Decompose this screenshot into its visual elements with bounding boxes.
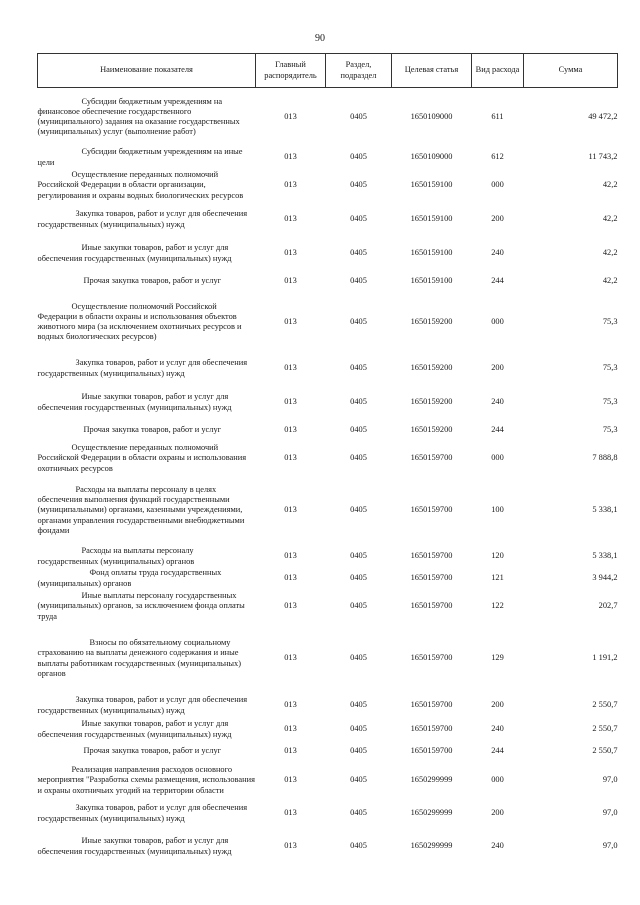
cell-vr: 244: [491, 276, 504, 286]
cell-razdel: 0405: [350, 724, 367, 734]
cell-name: Иные выплаты персоналу государственных (муниципальных) органов, за исключением фонда оплаты труда: [37, 591, 245, 621]
cell-name: Иные закупки товаров, работ и услуг для обеспечения государственных (муниципальных) нужд: [37, 243, 232, 263]
cell-razdel: 0405: [350, 397, 367, 407]
table-row: [38, 237, 618, 271]
table-row: [38, 590, 618, 624]
cell-glav: 013: [284, 573, 297, 583]
cell-sum: 42,2: [602, 276, 618, 286]
header-razdel: Раздел, подраздел: [326, 54, 392, 88]
cell-sum: 7 888,8: [592, 453, 618, 463]
cell-vr: 200: [491, 214, 504, 224]
cell-cs: 1650159100: [410, 248, 453, 258]
cell-glav: 013: [284, 746, 297, 756]
cell-vr: 240: [491, 248, 504, 258]
cell-vr: 122: [491, 601, 504, 611]
cell-cs: 1650109000: [410, 152, 453, 162]
table-row: [38, 742, 618, 762]
cell-razdel: 0405: [350, 180, 367, 190]
table-row: [38, 546, 618, 568]
table-row: [38, 147, 618, 169]
cell-sum: 75,3: [602, 316, 618, 326]
cell-sum: 2 550,7: [592, 700, 618, 710]
cell-glav: 013: [284, 276, 297, 286]
cell-glav: 013: [284, 808, 297, 818]
cell-name: Иные закупки товаров, работ и услуг для обеспечения государственных (муниципальных) нужд: [37, 392, 232, 412]
cell-glav: 013: [284, 700, 297, 710]
cell-vr: 612: [491, 152, 504, 162]
cell-razdel: 0405: [350, 700, 367, 710]
table-row: [38, 694, 618, 718]
cell-name: Осуществление полномочий Российской Федерации в области охраны и использования объектов животного мира (за исключением охотничьих ресурсов и водных биологических ресурсов): [37, 301, 242, 342]
table-row: [38, 386, 618, 420]
cell-cs: 1650159700: [410, 746, 453, 756]
cell-razdel: 0405: [350, 363, 367, 373]
cell-name: Взносы по обязательному социальному страхованию на выплаты денежного содержания и иные выплаты работникам государственных (муниципальных) органов: [37, 638, 242, 678]
table-row: [38, 442, 618, 476]
cell-vr: 200: [491, 808, 504, 818]
cell-sum: 97,0: [602, 775, 618, 785]
cell-sum: 42,2: [602, 180, 618, 190]
header-vr: Вид расхода: [472, 54, 524, 88]
table-row: [38, 800, 618, 828]
cell-razdel: 0405: [350, 808, 367, 818]
cell-razdel: 0405: [350, 276, 367, 286]
table-row: [38, 568, 618, 590]
cell-vr: 240: [491, 397, 504, 407]
cell-vr: 200: [491, 363, 504, 373]
cell-name: Иные закупки товаров, работ и услуг для обеспечения государственных (муниципальных) нужд: [37, 719, 232, 739]
cell-razdel: 0405: [350, 505, 367, 515]
cell-vr: 000: [491, 453, 504, 463]
cell-vr: 200: [491, 700, 504, 710]
cell-cs: 1650159700: [410, 453, 453, 463]
cell-glav: 013: [284, 152, 297, 162]
cell-cs: 1650159200: [410, 425, 453, 435]
cell-vr: 240: [491, 724, 504, 734]
cell-cs: 1650159200: [410, 397, 453, 407]
cell-cs: 1650159100: [410, 180, 453, 190]
header-cs: Целевая статья: [392, 54, 472, 88]
cell-cs: 1650159700: [410, 573, 453, 583]
cell-razdel: 0405: [350, 573, 367, 583]
cell-name: Фонд оплаты труда государственных (муниципальных) органов: [37, 568, 222, 588]
header-glav: Главный распорядитель: [256, 54, 326, 88]
cell-name: Осуществление переданных полномочий Российской Федерации в области охраны и использования охотничьих ресурсов: [37, 443, 247, 473]
table-row: [38, 476, 618, 546]
cell-cs: 1650299999: [410, 775, 453, 785]
cell-cs: 1650159700: [410, 601, 453, 611]
cell-sum: 97,0: [602, 841, 618, 851]
cell-cs: 1650109000: [410, 112, 453, 122]
cell-razdel: 0405: [350, 248, 367, 258]
cell-cs: 1650159100: [410, 214, 453, 224]
header-name: Наименование показателя: [38, 54, 256, 88]
cell-razdel: 0405: [350, 841, 367, 851]
table-row: [38, 293, 618, 352]
cell-glav: 013: [284, 841, 297, 851]
cell-glav: 013: [284, 505, 297, 515]
cell-sum: 75,3: [602, 363, 618, 373]
cell-glav: 013: [284, 653, 297, 663]
cell-cs: 1650159700: [410, 505, 453, 515]
cell-sum: 5 338,1: [592, 551, 618, 561]
cell-sum: 97,0: [602, 808, 618, 818]
cell-cs: 1650159700: [410, 653, 453, 663]
cell-razdel: 0405: [350, 653, 367, 663]
cell-sum: 5 338,1: [592, 505, 618, 515]
table-row: [38, 828, 618, 866]
cell-vr: 244: [491, 746, 504, 756]
cell-name: Субсидии бюджетным учреждениям на финансовое обеспечение государственного (муниципального) задания на оказание государственных (муниципальных) услуг (выполнение работ): [37, 97, 240, 137]
cell-razdel: 0405: [350, 214, 367, 224]
cell-razdel: 0405: [350, 112, 367, 122]
cell-razdel: 0405: [350, 453, 367, 463]
table-header-row: [38, 54, 618, 88]
cell-sum: 42,2: [602, 248, 618, 258]
cell-razdel: 0405: [350, 425, 367, 435]
cell-glav: 013: [284, 724, 297, 734]
cell-razdel: 0405: [350, 316, 367, 326]
cell-name: Прочая закупка товаров, работ и услуг: [83, 746, 222, 756]
cell-name: Прочая закупка товаров, работ и услуг: [83, 276, 222, 286]
cell-name: Закупка товаров, работ и услуг для обеспечения государственных (муниципальных) нужд: [37, 803, 248, 823]
cell-name: Иные закупки товаров, работ и услуг для обеспечения государственных (муниципальных) нужд: [37, 836, 232, 856]
cell-razdel: 0405: [350, 775, 367, 785]
cell-cs: 1650159200: [410, 363, 453, 373]
cell-razdel: 0405: [350, 152, 367, 162]
cell-vr: 120: [491, 551, 504, 561]
cell-vr: 121: [491, 573, 504, 583]
cell-razdel: 0405: [350, 746, 367, 756]
cell-glav: 013: [284, 112, 297, 122]
cell-glav: 013: [284, 316, 297, 326]
table-row: [38, 420, 618, 442]
table-row: [38, 718, 618, 742]
cell-glav: 013: [284, 214, 297, 224]
cell-cs: 1650159100: [410, 276, 453, 286]
cell-name: Расходы на выплаты персоналу государственных (муниципальных) органов: [37, 546, 195, 566]
cell-cs: 1650159700: [410, 724, 453, 734]
cell-name: Расходы на выплаты персоналу в целях обеспечения выполнения функций государственными (муниципальными) органами, казенными учреждениями, органами управления государственными внебюджетными фондами: [37, 485, 245, 535]
table-row: [38, 88, 618, 147]
table-row: [38, 352, 618, 386]
cell-cs: 1650159700: [410, 551, 453, 561]
cell-glav: 013: [284, 180, 297, 190]
cell-sum: 3 944,2: [592, 573, 618, 583]
cell-razdel: 0405: [350, 551, 367, 561]
cell-sum: 1 191,2: [592, 653, 618, 663]
table-row: [38, 762, 618, 800]
table-row: [38, 169, 618, 203]
cell-sum: 75,3: [602, 397, 618, 407]
cell-cs: 1650159700: [410, 700, 453, 710]
header-sum: Сумма: [524, 54, 618, 88]
cell-sum: 202,7: [598, 601, 618, 611]
cell-glav: 013: [284, 425, 297, 435]
cell-name: Субсидии бюджетным учреждениям на иные цели: [37, 147, 243, 167]
cell-glav: 013: [284, 551, 297, 561]
cell-glav: 013: [284, 397, 297, 407]
cell-name: Закупка товаров, работ и услуг для обеспечения государственных (муниципальных) нужд: [37, 209, 248, 229]
cell-vr: 244: [491, 425, 504, 435]
cell-sum: 49 472,2: [588, 112, 618, 122]
cell-name: Закупка товаров, работ и услуг для обеспечения государственных (муниципальных) нужд: [37, 695, 248, 715]
cell-cs: 1650159200: [410, 316, 453, 326]
cell-vr: 000: [491, 775, 504, 785]
cell-name: Осуществление переданных полномочий Российской Федерации в области организации, регулирования и охраны водных биологических ресурсов: [37, 170, 244, 200]
cell-glav: 013: [284, 775, 297, 785]
cell-vr: 000: [491, 316, 504, 326]
cell-vr: 100: [491, 505, 504, 515]
table-row: [38, 271, 618, 293]
cell-sum: 75,3: [602, 425, 618, 435]
cell-name: Прочая закупка товаров, работ и услуг: [83, 425, 222, 435]
cell-vr: 240: [491, 841, 504, 851]
cell-glav: 013: [284, 248, 297, 258]
table-row: [38, 624, 618, 694]
cell-sum: 2 550,7: [592, 746, 618, 756]
cell-cs: 1650299999: [410, 808, 453, 818]
page-number: 90: [315, 33, 325, 44]
cell-glav: 013: [284, 453, 297, 463]
cell-name: Закупка товаров, работ и услуг для обеспечения государственных (муниципальных) нужд: [37, 358, 248, 378]
cell-sum: 11 743,2: [588, 152, 618, 162]
table-row: [38, 203, 618, 237]
budget-table: [37, 53, 618, 866]
cell-sum: 2 550,7: [592, 724, 618, 734]
cell-cs: 1650299999: [410, 841, 453, 851]
cell-razdel: 0405: [350, 601, 367, 611]
cell-vr: 611: [491, 112, 504, 122]
cell-sum: 42,2: [602, 214, 618, 224]
cell-name: Реализация направления расходов основного мероприятия "Разработка схемы размещения, использования и охраны охотничьих угодий на территории области: [37, 765, 255, 795]
cell-vr: 000: [491, 180, 504, 190]
cell-vr: 129: [491, 653, 504, 663]
cell-glav: 013: [284, 363, 297, 373]
cell-glav: 013: [284, 601, 297, 611]
